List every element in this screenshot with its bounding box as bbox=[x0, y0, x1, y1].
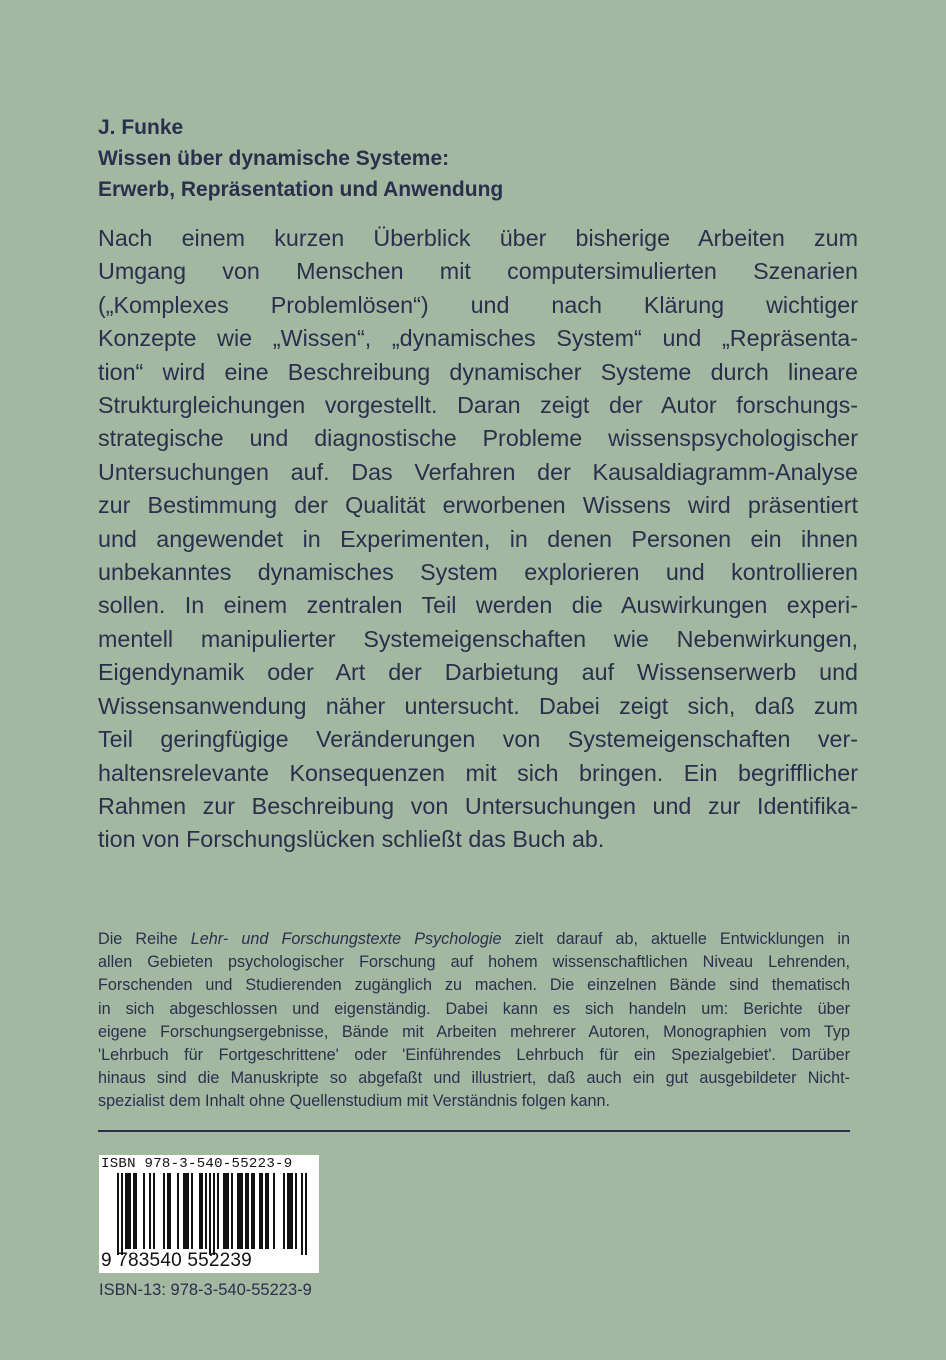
author-name: J. Funke bbox=[98, 116, 184, 139]
series-line-prefix: Die Reihe bbox=[98, 930, 191, 948]
series-line: in sich abgeschlossen und eigenständig. Dabei kann es sich handeln um: Berichte über bbox=[98, 999, 850, 1018]
series-line: hinaus sind die Manuskripte so abgefaßt und illustriert, daß auch ein gut ausgebildeter Nicht- bbox=[98, 1069, 850, 1088]
barcode-bar bbox=[163, 1173, 165, 1249]
barcode-bar bbox=[223, 1173, 225, 1249]
barcode-bar bbox=[231, 1173, 233, 1249]
blurb-line: Wissensanwendung näher untersucht. Dabei zeigt sich, daß zum bbox=[98, 692, 858, 719]
barcode-bar bbox=[295, 1173, 297, 1249]
barcode-bar bbox=[227, 1173, 229, 1249]
barcode-bar bbox=[205, 1173, 207, 1249]
barcode-bar bbox=[253, 1173, 255, 1249]
barcode-isbn-label: ISBN 978-3-540-55223-9 bbox=[101, 1156, 293, 1172]
barcode-bar bbox=[209, 1173, 211, 1255]
book-title-line-2: Erwerb, Repräsentation und Anwendung bbox=[98, 178, 504, 201]
series-name: Lehr- und Forschungstexte Psychologie bbox=[190, 930, 502, 948]
barcode-bar bbox=[187, 1173, 189, 1249]
series-line: Forschenden und Studierenden zugänglich zu machen. Die einzelnen Bände sind thematisch bbox=[98, 976, 850, 995]
barcode-bar bbox=[199, 1173, 201, 1249]
barcode-bar bbox=[245, 1173, 247, 1249]
barcode-bar bbox=[127, 1173, 129, 1249]
series-line: eigene Forschungsergebnisse, Bände mit Arbeiten mehrerer Autoren, Monographien vom Typ bbox=[98, 1022, 850, 1041]
blurb-line: Teil geringfügige Veränderungen von Systemeigenschaften ver- bbox=[98, 726, 858, 753]
blurb-line: mentell manipulierter Systemeigenschaften wie Nebenwirkungen, bbox=[98, 625, 858, 652]
barcode-bar bbox=[117, 1173, 119, 1255]
barcode-bar bbox=[217, 1173, 219, 1249]
barcode-bar bbox=[135, 1173, 137, 1249]
series-line: allen Gebieten psychologischer Forschung auf hohem wissenschaftlichen Niveau Lehrenden, bbox=[98, 953, 850, 972]
blurb-line: Rahmen zur Beschreibung von Untersuchungen und zur Identifika- bbox=[98, 792, 858, 819]
series-description bbox=[98, 928, 850, 1114]
blurb-line: Nach einem kurzen Überblick über bisherige Arbeiten zum bbox=[98, 225, 858, 251]
blurb-line: tion von Forschungslücken schließt das Buch ab. bbox=[98, 826, 605, 853]
barcode-bar bbox=[273, 1173, 275, 1249]
barcode-bar bbox=[289, 1173, 291, 1249]
blurb-line: Konzepte wie „Wissen“, „dynamisches System“ und „Repräsenta- bbox=[98, 325, 858, 352]
barcode-bar bbox=[251, 1173, 253, 1249]
barcode-bar bbox=[259, 1173, 261, 1249]
barcode-bar bbox=[213, 1173, 215, 1255]
horizontal-divider bbox=[98, 1130, 850, 1132]
book-blurb bbox=[98, 222, 858, 857]
barcode-bar bbox=[283, 1173, 285, 1249]
barcode-bar bbox=[241, 1173, 243, 1249]
blurb-line: tion“ wird eine Beschreibung dynamischer Systeme durch lineare bbox=[98, 358, 858, 385]
barcode-bar bbox=[291, 1173, 293, 1249]
barcode-bar bbox=[237, 1173, 239, 1249]
barcode-bar bbox=[177, 1173, 179, 1249]
series-line bbox=[98, 928, 850, 951]
series-line: 'Lehrbuch für Fortgeschrittene' oder 'Einführendes Lehrbuch für ein Spezialgebiet'. Darüber bbox=[98, 1046, 850, 1065]
barcode-bar bbox=[225, 1173, 227, 1249]
barcode-bar bbox=[169, 1173, 171, 1249]
barcode-bar bbox=[149, 1173, 151, 1249]
blurb-line: haltensrelevante Konsequenzen mit sich bringen. Ein begrifflicher bbox=[98, 759, 858, 786]
barcode-bar bbox=[153, 1173, 155, 1249]
barcode-bar bbox=[287, 1173, 289, 1249]
book-title-line-1: Wissen über dynamische Systeme: bbox=[98, 147, 450, 170]
barcode-bar bbox=[125, 1173, 127, 1249]
barcode-bar bbox=[247, 1173, 249, 1249]
blurb-line: („Komplexes Problemlösen“) und nach Klärung wichtiger bbox=[98, 291, 858, 318]
barcode-bar bbox=[129, 1173, 131, 1249]
barcode-digits: 9 783540 552239 bbox=[101, 1250, 252, 1271]
barcode-bar bbox=[121, 1173, 123, 1255]
isbn-13: ISBN-13: 978-3-540-55223-9 bbox=[99, 1281, 312, 1299]
blurb-line: Eigendynamik oder Art der Darbietung auf Wissenserwerb und bbox=[98, 659, 858, 686]
blurb-line: unbekanntes dynamisches System explorieren und kontrollieren bbox=[98, 559, 858, 586]
blurb-line: Untersuchungen auf. Das Verfahren der Kausaldiagramm-Analyse bbox=[98, 458, 858, 485]
barcode-bar bbox=[261, 1173, 263, 1249]
blurb-line: sollen. In einem zentralen Teil werden die Auswirkungen experi- bbox=[98, 592, 858, 619]
barcode bbox=[99, 1155, 319, 1273]
barcode-bar bbox=[191, 1173, 193, 1249]
blurb-line: und angewendet in Experimenten, in denen Personen ein ihnen bbox=[98, 525, 858, 552]
barcode-bar bbox=[167, 1173, 169, 1249]
barcode-bar bbox=[267, 1173, 269, 1249]
blurb-line: Strukturgleichungen vorgestellt. Daran zeigt der Autor forschungs- bbox=[98, 392, 858, 419]
barcode-bar bbox=[143, 1173, 145, 1249]
barcode-bar bbox=[239, 1173, 241, 1249]
blurb-line: strategische und diagnostische Probleme wissenspsychologischer bbox=[98, 425, 858, 452]
barcode-bar bbox=[201, 1173, 203, 1249]
book-header bbox=[98, 112, 858, 205]
barcode-bar bbox=[301, 1173, 303, 1255]
series-line: spezialist dem Inhalt ohne Quellenstudium mit Verständnis folgen kann. bbox=[98, 1092, 611, 1111]
blurb-line: zur Bestimmung der Qualität erworbenen Wissens wird präsentiert bbox=[98, 492, 858, 519]
barcode-bar bbox=[133, 1173, 135, 1249]
barcode-bar bbox=[265, 1173, 267, 1249]
blurb-line: Umgang von Menschen mit computersimulierten Szenarien bbox=[98, 258, 858, 285]
barcode-bar bbox=[185, 1173, 187, 1249]
series-line-suffix: zielt darauf ab, aktuelle Entwicklungen in bbox=[501, 930, 850, 948]
barcode-bar bbox=[183, 1173, 185, 1249]
barcode-bar bbox=[305, 1173, 307, 1255]
